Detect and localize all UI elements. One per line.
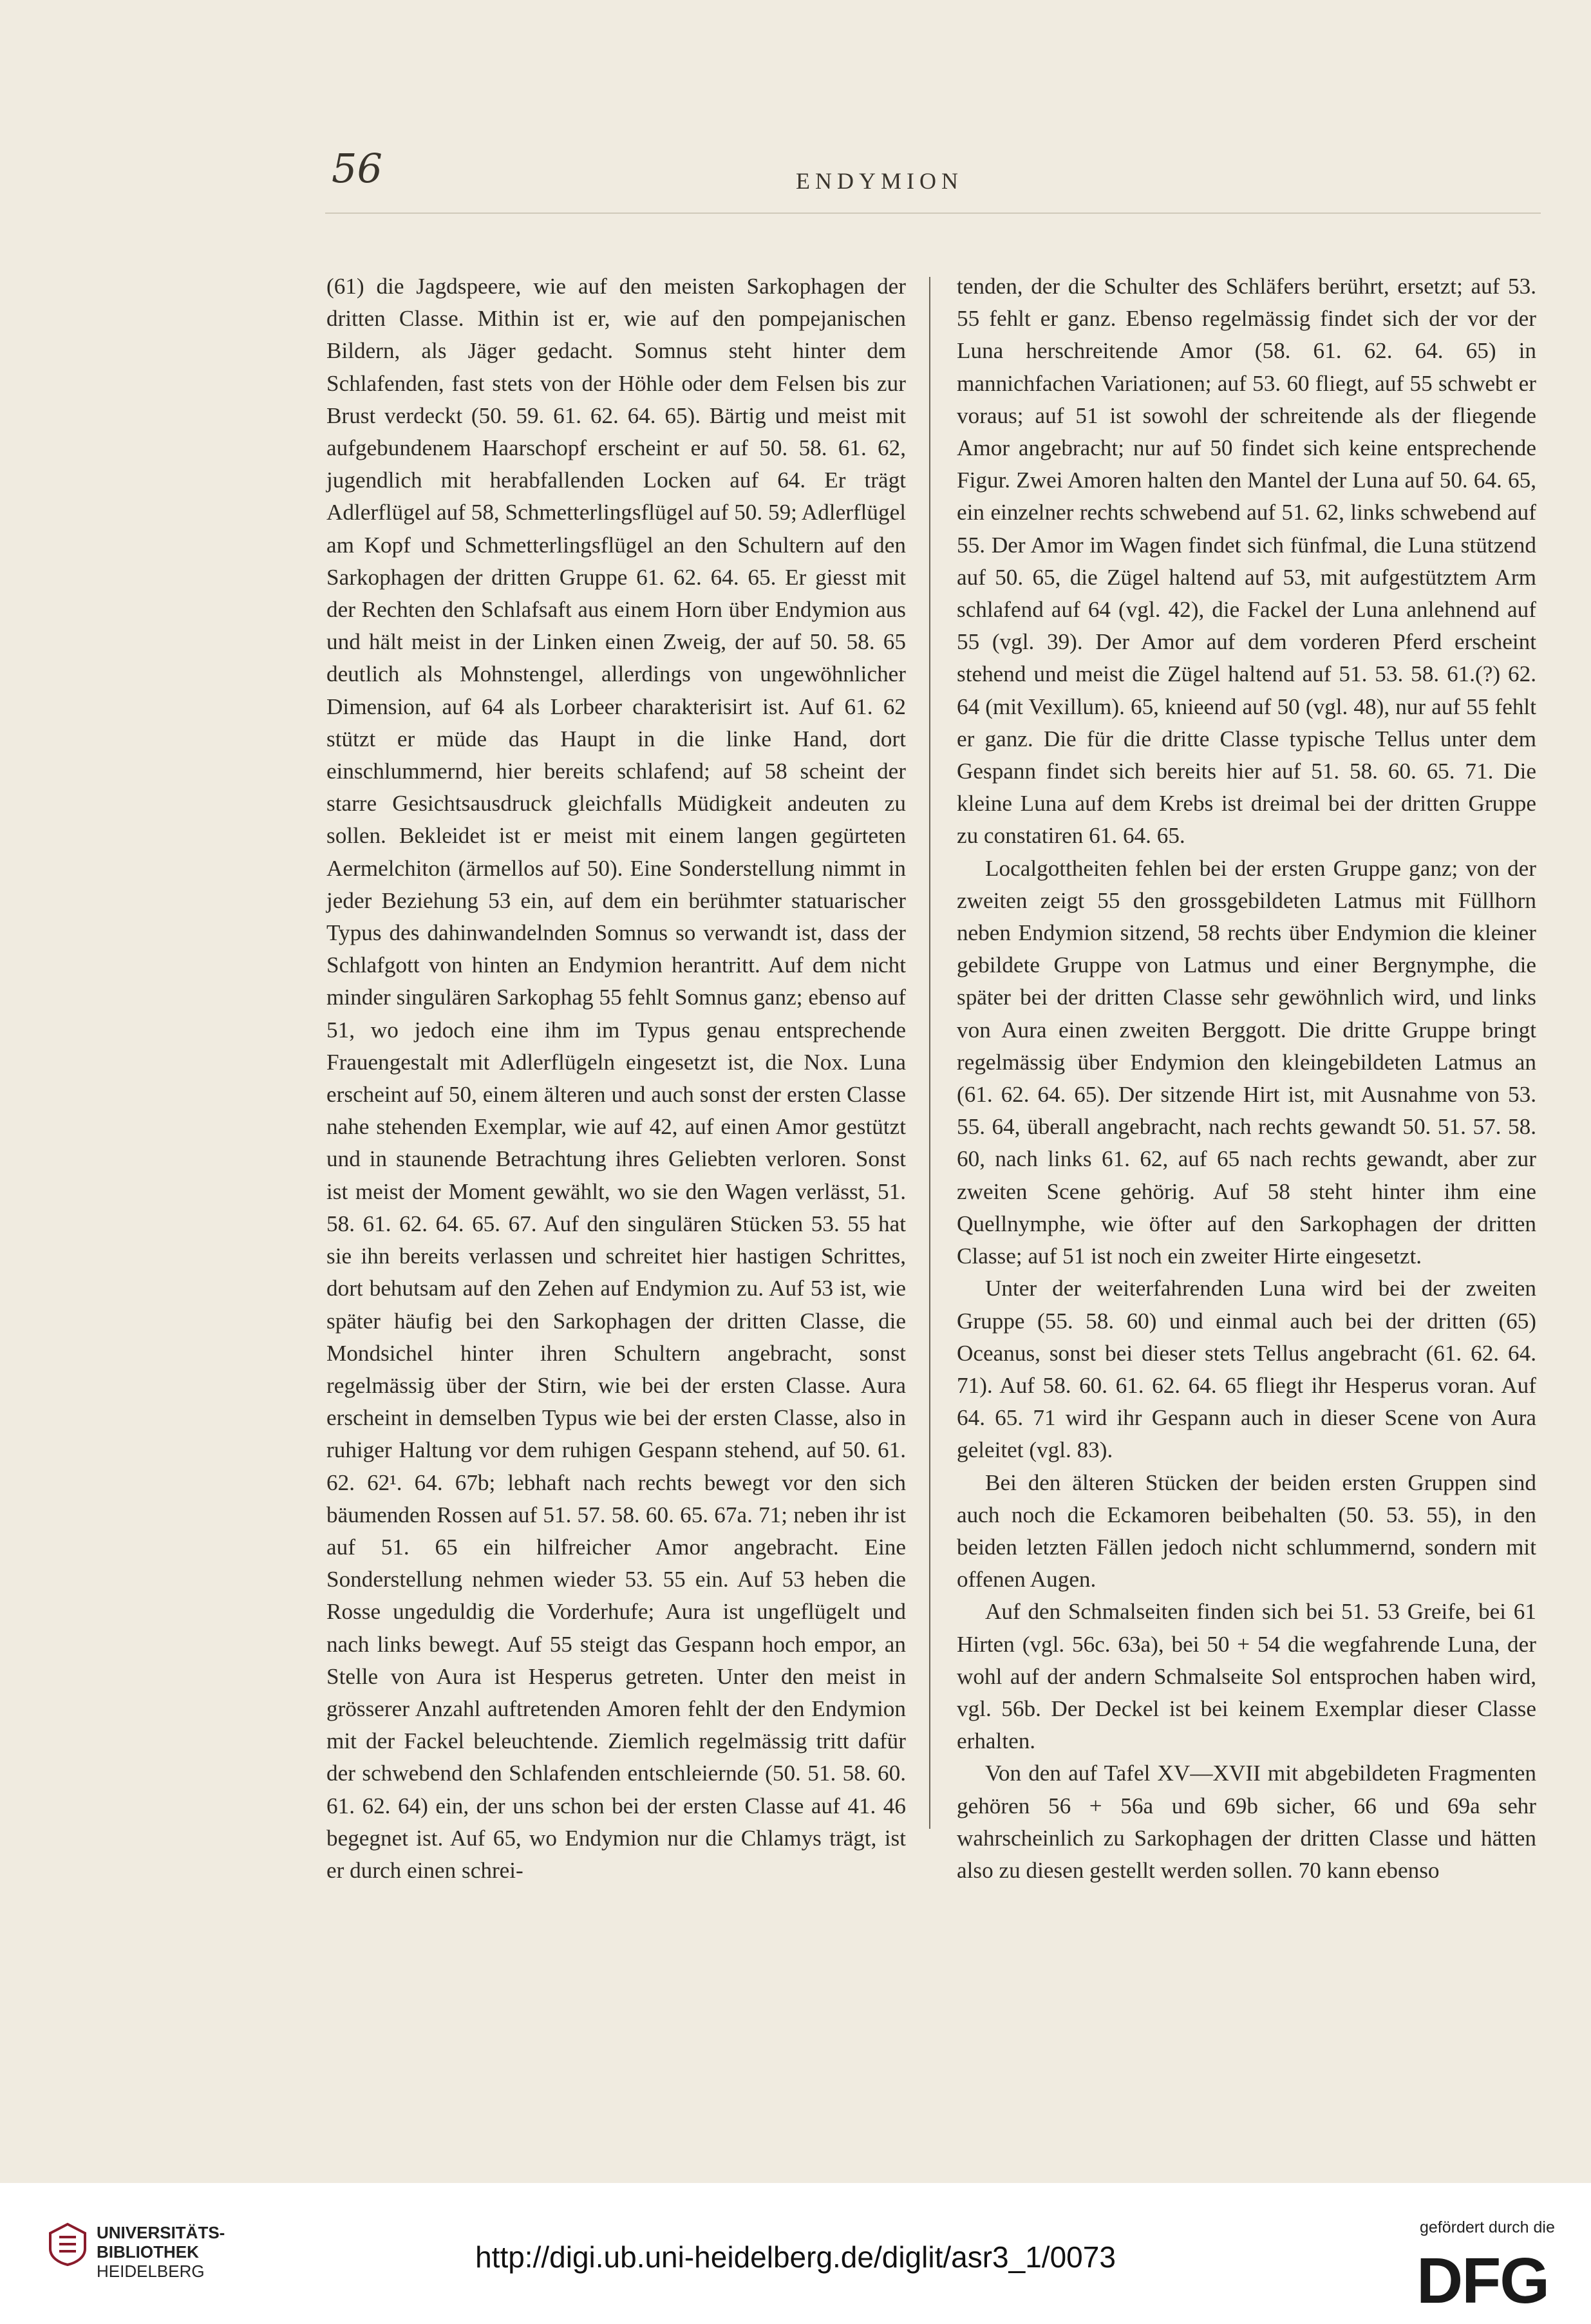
right-paragraph-2: Localgottheiten fehlen bei der ersten Gruppe ganz; von der zweiten zeigt 55 den grossgebildeten Latmus mit Füllhorn neben Endymion sitzend, 58 rechts über Endymion die kleiner gebildete Gruppe von Latmus und einer Bergnymphe, die später bei der dritten Classe sehr gewöhnlich wird, und links von Aura einen zweiten Berggott. Die dritte Gruppe bringt regelmässig über Endymion den kleingebildeten Latmus an (61. 62. 64. 65). Der sitzende Hirt ist, mit Ausnahme von 53. 55. 64, überall angebracht, nach rechts gewandt 50. 51. 57. 58. 60, nach links 61. 62, auf 65 nach rechts gewandt, aber zur zweiten Scene gehörig. Auf 58 steht hinter ihm eine Quellnymphe, wie öfter auf den Sarkophagen der dritten Classe; auf 51 ist noch ein zweiter Hirte eingesetzt. [957, 855, 1536, 1269]
right-text-column [957, 270, 1536, 1887]
left-paragraph-1: (61) die Jagdspeere, wie auf den meisten Sarkophagen der dritten Classe. Mithin ist er, wie auf den pompejanischen Bildern, als Jäger gedacht. Somnus steht hinter dem Schlafenden, fast stets von der Höhle oder dem Felsen bis zur Brust verdeckt (50. 59. 61. 62. 64. 65). Bärtig und meist mit aufgebundenem Haarschopf erscheint er auf 50. 58. 61. 62, jugendlich mit herabfallenden Locken auf 64. Er trägt Adlerflügel auf 58, Schmetterlingsflügel auf 50. 59; Adlerflügel am Kopf und Schmetterlingsflügel an den Schultern auf den Sarkophagen der dritten Gruppe 61. 62. 64. 65. Er giesst mit der Rechten den Schlafsaft aus einem Horn über Endymion aus und hält meist in der Linken einen Zweig, der auf 50. 58. 65 deutlich als Mohnstengel, allerdings von ungewöhnlicher Dimension, auf 64 als Lorbeer charakterisirt ist. Auf 61. 62 stützt er müde das Haupt in die linke Hand, dort einschlummernd, hier bereits schlafend; auf 58 scheint der starre Gesichtsausdruck gleichfalls Müdigkeit andeuten zu sollen. Bekleidet ist er meist mit einem langen gegürteten Aermelchiton (ärmellos auf 50). Eine Sonderstellung nimmt in jeder Beziehung 53 ein, auf dem ein berühmter statuarischer Typus des dahinwandelnden Somnus so verwandt ist, dass der Schlafgott von hinten an Endymion herantritt. Auf dem nicht minder singulären Sarkophag 55 fehlt Somnus ganz; ebenso auf 51, wo jedoch eine ihm im Typus genau entsprechende Frauengestalt mit Adlerflügeln eingesetzt ist, die Nox. Luna erscheint auf 50, einem älteren und auch sonst der ersten Classe nahe stehenden Exemplar, wie auf 42, auf einen Amor gestützt und in staunende Betrachtung ihres Geliebten verloren. Sonst ist meist der Moment gewählt, wo sie den Wagen verlässt, 51. 58. 61. 62. 64. 65. 67. Auf den singulären Stücken 53. 55 hat sie ihn bereits verlassen und schreitet hier hastigen Schrittes, dort behutsam auf den Zehen auf Endymion zu. Auf 53 ist, wie später häufig bei den Sarkophagen der dritten Classe, die Mondsichel hinter ihren Schultern angebracht, sonst regelmässig über der Stirn, wie bei der ersten Classe. Aura erscheint in demselben Typus wie bei der ersten Classe, also in ruhiger Haltung vor dem ruhigen Gespann stehend, auf 50. 61. 62. 62¹. 64. 67b; lebhaft nach rechts bewegt vor den sich bäumenden Rossen auf 51. 57. 58. 60. 65. 67a. 71; neben ihr ist auf 51. 65 ein hilfreicher Amor angebracht. Eine Sonderstellung nehmen wieder 53. 55 ein. Auf 53 heben die Rosse ungeduldig die Vorderhufe; Aura ist ungeflügelt und nach links bewegt. Auf 55 steigt das Gespann hoch empor, an Stelle von Aura ist Hesperus getreten. Unter den meist in grösserer Anzahl auftretenden Amoren fehlt der den Endymion mit der Fackel beleuchtende. Ziemlich regelmässig tritt dafür der schwebend den Schlafenden entschleiernde (50. 51. 58. 60. 61. 62. 64) ein, der uns schon bei der ersten Classe auf 41. 46 begegnet ist. Auf 65, wo Endymion nur die Chlamys trägt, ist er durch einen schrei- [326, 274, 906, 1883]
right-paragraph-3: Unter der weiterfahrenden Luna wird bei der zweiten Gruppe (55. 58. 60) und einmal auch bei der dritten (65) Oceanus, sonst bei dieser stets Tellus angebracht (61. 62. 64. 71). Auf 58. 60. 61. 62. 64. 65 fliegt ihr Hesperus voran. Auf 64. 65. 71 wird ihr Gespann auch in dieser Scene von Aura geleitet (vgl. 83). [957, 1276, 1536, 1463]
right-paragraph-4: Bei den älteren Stücken der beiden ersten Gruppen sind auch noch die Eckamoren beibehalten (50. 53. 55), in den beiden letzten Fällen jedoch nicht schlummernd, sondern mit offenen Augen. [957, 1469, 1536, 1592]
right-paragraph-1: tenden, der die Schulter des Schläfers berührt, ersetzt; auf 53. 55 fehlt er ganz. Ebenso regelmässig findet sich der vor der Luna herschreitende Amor (58. 61. 62. 64. 65) in mannichfachen Variationen; auf 53. 60 fliegt, auf 55 schwebt er voraus; auf 51 ist sowohl der schreitende als der fliegende Amor angebracht; nur auf 50 findet sich keine entsprechende Figur. Zwei Amoren halten den Mantel der Luna auf 50. 64. 65, ein einzelner rechts schwebend auf 51. 62, links schwebend auf 55. Der Amor im Wagen findet sich fünfmal, die Luna stützend auf 50. 65, die Zügel haltend auf 53, mit aufgestütztem Arm schlafend auf 64 (vgl. 42), die Fackel der Luna anlehnend auf 55 (vgl. 39). Der Amor auf dem vorderen Pferd erscheint stehend und meist die Zügel haltend auf 51. 53. 58. 61.(?) 62. 64 (mit Vexillum). 65, knieend auf 50 (vgl. 48), nur auf 55 fehlt er ganz. Die für die dritte Classe typische Tellus unter dem Gespann findet sich bereits hier auf 51. 58. 60. 65. 71. Die kleine Luna auf dem Krebs ist dreimal bei der dritten Gruppe zu constatiren 61. 64. 65. [957, 274, 1536, 849]
right-paragraph-6: Von den auf Tafel XV—XVII mit abgebildeten Fragmenten gehören 56 + 56a und 69b sicher, 66 und 69a sehr wahrscheinlich zu Sarkophagen der dritten Classe und hätten also zu diesen gestellt werden sollen. 70 kann ebenso [957, 1761, 1536, 1883]
sponsor-caption: gefördert durch die [1420, 2218, 1555, 2236]
dfg-logo: DFG [1417, 2245, 1549, 2317]
library-name-line3: HEIDELBERG [97, 2262, 205, 2281]
header-rule [325, 213, 1541, 214]
left-text-column [326, 270, 906, 1887]
column-divider [929, 277, 930, 1829]
library-name-line1: UNIVERSITÄTS- [97, 2223, 225, 2242]
right-paragraph-5: Auf den Schmalseiten finden sich bei 51. 53 Greife, bei 61 Hirten (vgl. 56c. 63a), bei 50 + 54 die wegfahrende Luna, der wohl auf der andern Schmalseite Sol entsprochen haben wird, vgl. 56b. Der Deckel ist bei keinem Exemplar dieser Classe erhalten. [957, 1599, 1536, 1754]
running-title: ENDYMION [796, 168, 963, 194]
permalink-url[interactable]: http://digi.ub.uni-heidelberg.de/diglit/asr3_1/0073 [475, 2240, 1116, 2274]
library-name-line2: BIBLIOTHEK [97, 2242, 199, 2262]
page-number: 56 [332, 145, 382, 192]
